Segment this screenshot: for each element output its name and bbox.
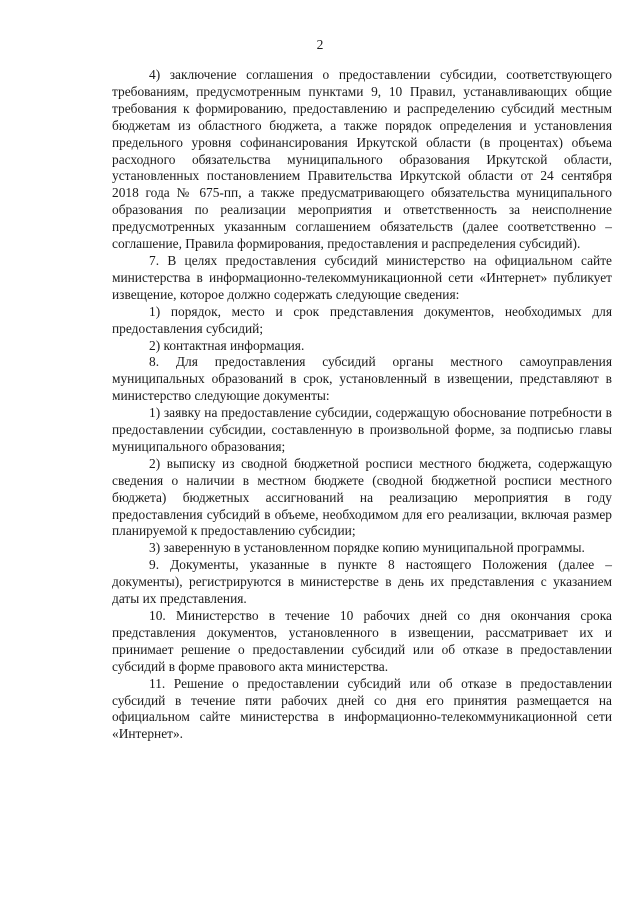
paragraph-8-item-3: 3) заверенную в установленном порядке копию муниципальной программы. <box>149 540 585 556</box>
paragraph-8-item-2: 2) выписку из сводной бюджетной росписи местного бюджета, содержащую сведения о наличии в местном бюджете (сводной бюджетной росписи местного бюджета) бюджетных ассигнований на реализацию мероприятия в году предоставления субсидий в объеме, необходимом для его реализации, включая размер планируемой к предоставлению субсидии; <box>112 455 612 539</box>
paragraph-8-documents: 8. Для предоставления субсидий органы местного самоуправления муниципальных образований в срок, установленный в извещении, представляют в министерство следующие документы: <box>112 354 612 404</box>
paragraph-9-registration: 9. Документы, указанные в пункте 8 настоящего Положения (далее – документы), регистрируются в министерстве в день их представления с указанием даты их представления. <box>112 557 612 607</box>
paragraph-7-item-1: 1) порядок, место и срок представления документов, необходимых для предоставления субсидий; <box>112 303 612 336</box>
paragraph-10-decision: 10. Министерство в течение 10 рабочих дней со дня окончания срока представления документов, установленного в извещении, рассматривает их и принимает решение о предоставлении субсидий или об отказе в предоставлении субсидий в форме правового акта министерства. <box>112 608 612 674</box>
page-number: 2 <box>316 37 324 52</box>
paragraph-7-item-2: 2) контактная информация. <box>149 337 305 353</box>
paragraph-8-item-1: 1) заявку на предоставление субсидии, содержащую обоснование потребности в предоставлении субсидии, составленную в произвольной форме, за подписью главы муниципального образования; <box>112 405 612 454</box>
paragraph-7-notice: 7. В целях предоставления субсидий министерство на официальном сайте министерства в информационно-телекоммуникационной сети «Интернет» публикует извещение, которое должно содержать следующие сведения: <box>112 252 612 302</box>
paragraph-11-publication: 11. Решение о предоставлении субсидий или об отказе в предоставлении субсидий в течение пяти рабочих дней со дня его принятия размещается на официальном сайте министерства в информационно-телекоммуникационной сети «Интернет». <box>112 675 612 742</box>
document-body <box>112 67 612 743</box>
paragraph-4-agreement: 4) заключение соглашения о предоставлении субсидии, соответствующего требованиям, предусмотренным пунктами 9, 10 Правил, устанавливающих общие требования к формированию, предоставлению и распределению субсидий местным бюджетам из областного бюджета, а также порядок определения и установления предельного уровня софинансирования Иркутской области (в процентах) объема расходного обязательства муниципального образования Иркутской области, установленных постановлением Правительства Иркутской области от 24 сентября 2018 года № 675-пп, а также предусматривающего обязательства муниципального образования по реализации мероприятия и ответственность за неисполнение предусмотренных указанным соглашением обязательств (далее соответственно – соглашение, Правила формирования, предоставления и распределения субсидий). <box>112 67 612 252</box>
